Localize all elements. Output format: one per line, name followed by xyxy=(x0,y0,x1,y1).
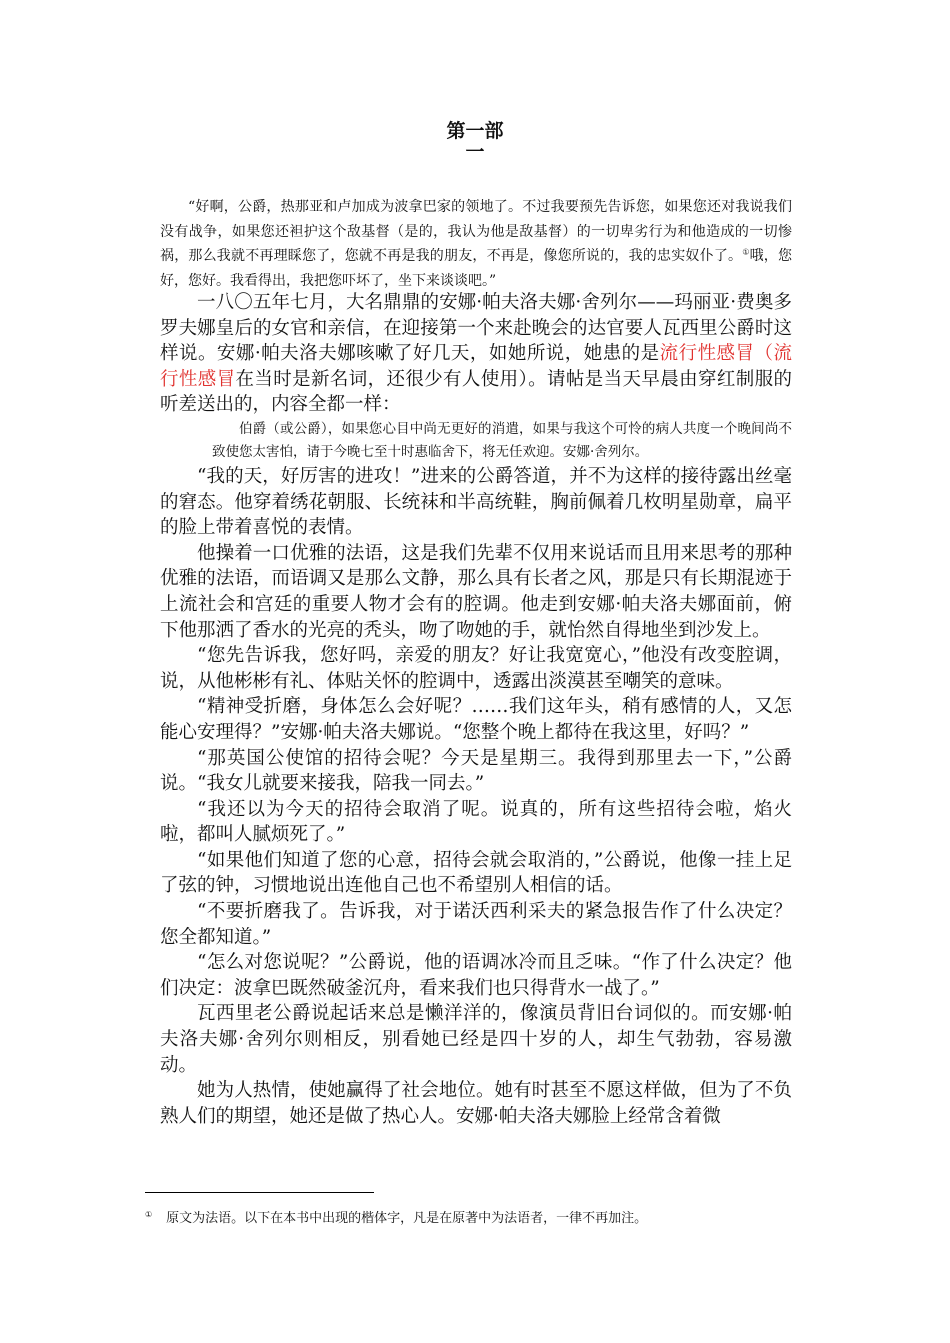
paragraph-text: 在当时是新名词，还很少有人使用）。请帖是当天早晨由穿红制服的听差送出的，内容全都一样： xyxy=(160,368,792,416)
paragraph xyxy=(160,290,792,418)
chapter-number: 一 xyxy=(465,141,485,163)
footnote-divider xyxy=(145,1192,374,1193)
paragraph: “精神受折磨，身体怎么会好呢？……我们这年头，稍有感情的人，又怎能心安理得？”安娜·帕夫洛夫娜说。“您整个晚上都待在我这里，好吗？” xyxy=(160,696,792,743)
footnote-text: 原文为法语。以下在本书中出现的楷体字，凡是在原著中为法语者，一律不再加注。 xyxy=(166,1211,648,1226)
highlighted-term: 流行性感冒 xyxy=(659,343,755,365)
highlighted-term: 流行性感冒 xyxy=(160,343,792,390)
paragraph: “您先告诉我，您好吗，亲爱的朋友？好让我宽宽心，”他没有改变腔调，说，从他彬彬有礼、体贴关怀的腔调中，透露出淡漠甚至嘲笑的意味。 xyxy=(160,645,792,692)
epigraph xyxy=(160,195,792,293)
body-text xyxy=(160,290,792,1129)
paragraph: 瓦西里老公爵说起话来总是懒洋洋的，像演员背旧台词似的。而安娜·帕夫洛夫娜·舍列尔则相反，别看她已经是四十岁的人，却生气勃勃，容易激动。 xyxy=(160,1003,792,1076)
paragraph: “不要折磨我了。告诉我，对于诺沃西利采夫的紧急报告作了什么决定？您全都知道。” xyxy=(160,901,792,948)
paragraph: “怎么对您说呢？”公爵说，他的语调冰冷而且乏味。“作了什么决定？他们决定：波拿巴既然破釜沉舟，看来我们也只得背水一战了。” xyxy=(160,952,792,999)
part-title: 第一部 xyxy=(446,120,504,142)
paragraph-text: 一八〇五年七月，大名鼎鼎的安娜·帕夫洛夫娜·舍列尔——玛丽亚·费奥多罗夫娜皇后的女官和亲信，在迎接第一个来赴晚会的达官要人瓦西里公爵时这样说。安娜·帕夫洛夫娜咳嗽了好几天，如她所说，她患的是 xyxy=(160,292,792,365)
paragraph: “那英国公使馆的招待会呢？今天是星期三。我得到那里去一下，”公爵说。“我女儿就要来接我，陪我一同去。” xyxy=(160,747,792,795)
highlighted-paren: （ xyxy=(754,343,774,365)
footnote xyxy=(145,1210,795,1228)
paragraph: “如果他们知道了您的心意，招待会就会取消的，”公爵说，他像一挂上足了弦的钟，习惯地说出连他自己也不希望别人相信的话。 xyxy=(160,849,792,897)
paragraph: “我的天，好厉害的进攻！”进来的公爵答道，并不为这样的接待露出丝毫的窘态。他穿着绣花朝服、长统袜和半高统鞋，胸前佩着几枚明星勋章，扁平的脸上带着喜悦的表情。 xyxy=(160,465,792,539)
paragraph: “我还以为今天的招待会取消了呢。说真的，所有这些招待会啦，焰火啦，都叫人腻烦死了。” xyxy=(160,798,792,846)
epigraph-text: “好啊，公爵，热那亚和卢加成为波拿巴家的领地了。不过我要预先告诉您，如果您还对我说我们没有战争，如果您还袒护这个敌基督（是的，我认为他是敌基督）的一切卑劣行为和他造成的一切惨祸，那么我就不再理睬您了，您就不再是我的朋友，不再是，像您所说的，我的忠实奴仆了。 xyxy=(160,199,792,264)
invitation-text: 伯爵（或公爵），如果您心目中尚无更好的消遣，如果与我这个可怜的病人共度一个晚间尚不致使您太害怕，请于今晚七至十时惠临舍下，将无任欢迎。安娜·舍列尔。 xyxy=(212,420,792,460)
footnote-reference: ① xyxy=(742,247,750,257)
paragraph: 他操着一口优雅的法语，这是我们先辈不仅用来说话而且用来思考的那种优雅的法语，而语调又是那么文静，那么具有长者之风，那是只有长期混迹于上流社会和宫廷的重要人物才会有的腔调。他走到安娜·帕夫洛夫娜面前，俯下他那洒了香水的光亮的秃头，吻了吻她的手，就怡然自得地坐到沙发上。 xyxy=(160,542,792,641)
paragraph: 她为人热情，使她赢得了社会地位。她有时甚至不愿这样做，但为了不负熟人们的期望，她还是做了热心人。安娜·帕夫洛夫娜脸上经常含着微 xyxy=(160,1080,792,1127)
epigraph-text-after: 哦，您好，您好。我看得出，我把您吓坏了，坐下来谈谈吧。” xyxy=(160,248,793,289)
footnote-mark: ① xyxy=(145,1209,153,1219)
